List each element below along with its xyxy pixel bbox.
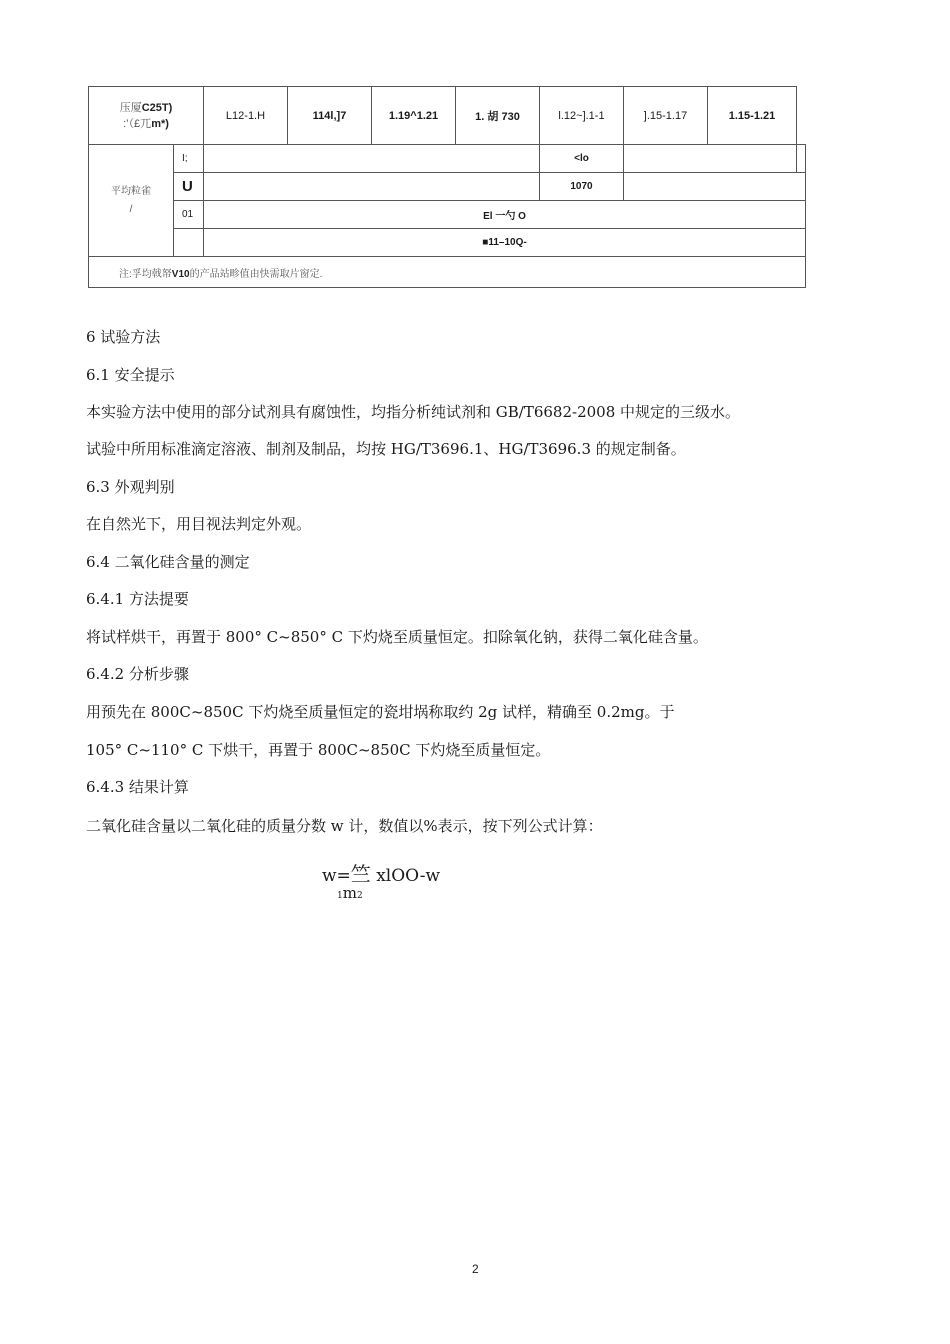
section-heading: 6.4.1 方法提要 [86,590,189,608]
formula-prefix: w= [322,866,351,886]
note-bold: V10 [171,268,190,280]
table-cell: 1070 [540,173,624,201]
table-cell: ■11–10Q- [204,229,806,257]
page-number: 2 [472,1262,479,1276]
table-row [89,201,806,229]
table-cell [624,173,806,201]
table-header-row [89,87,806,145]
table-cell: <lo [540,145,624,173]
paragraph: 用预先在 800C~850C 下灼烧至质量恒定的瓷坩埚称取约 2g 试样，精确至 0.2mg。于 [86,703,675,721]
density-unit: :’（£兀 [123,117,152,130]
table-cell: 114l,]7 [288,87,372,145]
formula-suffix: xlOO-w [370,866,441,886]
table-cell: 1. 胡 730 [456,87,540,145]
section-heading: 6 试验方法 [86,328,161,346]
formula [322,858,440,887]
paragraph: 在自然光下，用目视法判定外观。 [86,515,312,533]
paragraph: 将试样烘干，再置于 800° C~850° C 下灼烧至质量恒定。扣除氧化钠，获得二氧化硅含量。 [86,628,708,646]
section-heading: 6.3 外观判别 [86,478,175,496]
formula-sub-1: 1 [337,891,343,901]
formula-sub-2: 2 [356,891,363,901]
sub-row-label: 01 [174,201,204,229]
sub-row-label: I; [174,145,204,173]
sub-row-label: U [174,173,204,201]
paragraph: 试验中所用标准滴定溶液、制剂及制品，均按 HG/T3696.1、HG/T3696.3 的规定制备。 [86,440,686,458]
table-cell [204,145,540,173]
note-suffix: 的产品站畛值由快需取片窗定. [189,268,323,280]
table-row [89,173,806,201]
formula-subscript [337,884,363,902]
table-cell [624,145,797,173]
paragraph: 二氧化硅含量以二氧化硅的质量分数 w 计，数值以%表示，按下列公式计算： [86,817,603,835]
density-unit-bold: m*) [151,117,169,130]
paragraph: 105° C~110° C 下烘干，再置于 800C~850C 下灼烧至质量恒定。 [86,741,551,759]
table-cell: 1.19^1.21 [372,87,456,145]
section-heading: 6.4.2 分析步骤 [86,665,189,683]
table-cell [797,145,806,173]
table-cell: 1.15-1.21 [708,87,797,145]
density-label-bold: C25T) [141,101,173,114]
sub-row-label [174,229,204,257]
table-note [89,257,806,288]
formula-sub-m: m [342,884,357,902]
note-prefix: 注:孚均戟帑 [119,268,172,280]
table-row [89,229,806,257]
table-cell [204,173,540,201]
section-heading: 6.4.3 结果计算 [86,778,189,796]
row-label: 平均粒雀 [111,185,151,197]
section-heading: 6.4 二氧化硅含量的测定 [86,553,250,571]
formula-fraction: 竺 [350,862,371,886]
avg-particle-size-label [89,145,174,257]
table-cell: El 一勺 O [204,201,806,229]
density-label: 压厦 [119,101,142,114]
section-heading: 6.1 安全提示 [86,366,175,384]
row-label-slash: / [129,203,133,215]
table-cell: L12-1.H [204,87,288,145]
table-cell: ].15-1.17 [624,87,708,145]
density-header-cell [89,87,204,145]
particle-size-table [88,86,806,288]
table-row [89,145,806,173]
table-cell: l.12~].1-1 [540,87,624,145]
table-note-row [89,257,806,288]
paragraph: 本实验方法中使用的部分试剂具有腐蚀性，均指分析纯试剂和 GB/T6682-2008 中规定的三级水。 [86,403,741,421]
